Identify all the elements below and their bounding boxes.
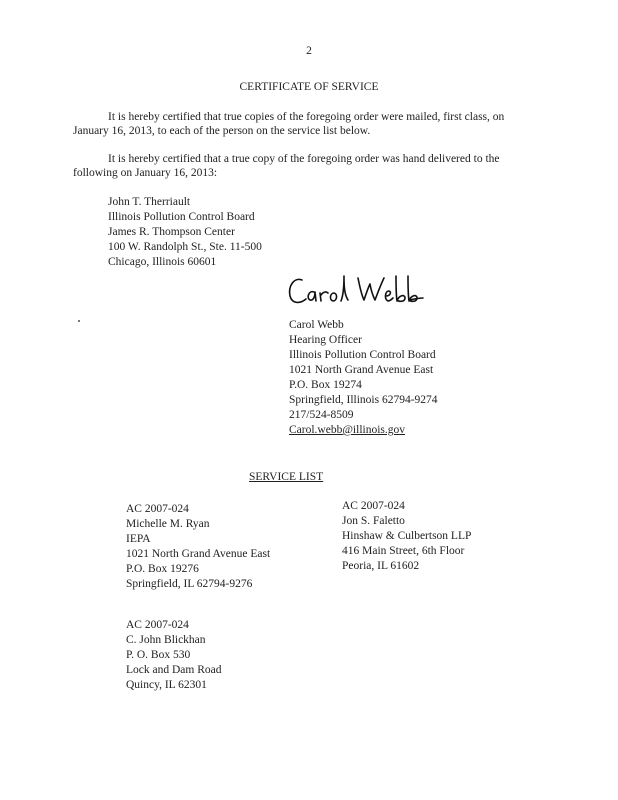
signature-line: 1021 North Grand Avenue East [289, 364, 434, 376]
recipient-line: John T. Therriault [108, 196, 191, 208]
service-entry-1 [126, 502, 270, 592]
entry-line: AC 2007-024 [126, 619, 189, 631]
entry-line: Hinshaw & Culbertson LLP [342, 530, 472, 542]
para1-line1: It is hereby certified that true copies of the foregoing order were mailed, first class, on [108, 111, 505, 123]
recipient-line: Chicago, Illinois 60601 [108, 256, 217, 268]
service-entry-3 [126, 618, 222, 693]
signature-block [289, 318, 438, 438]
signature-line: P.O. Box 19274 [289, 379, 362, 391]
handwritten-signature [286, 268, 426, 312]
entry-line: P.O. Box 19276 [126, 563, 199, 575]
page-number: 2 [306, 45, 312, 57]
entry-line: 416 Main Street, 6th Floor [342, 545, 465, 557]
email-link[interactable]: Carol.webb@illinois.gov [289, 424, 405, 436]
entry-line: 1021 North Grand Avenue East [126, 548, 271, 560]
entry-line: AC 2007-024 [342, 500, 405, 512]
entry-line: Springfield, IL 62794-9276 [126, 578, 253, 590]
signature-line: 217/524-8509 [289, 409, 354, 421]
entry-line: P. O. Box 530 [126, 649, 191, 661]
recipient-address [108, 195, 262, 270]
entry-line: IEPA [126, 533, 151, 545]
recipient-line: James R. Thompson Center [108, 226, 235, 238]
entry-line: C. John Blickhan [126, 634, 206, 646]
para2-line2: following on January 16, 2013: [73, 167, 218, 179]
para1-line2: January 16, 2013, to each of the person on the service list below. [73, 125, 371, 137]
entry-line: Peoria, IL 61602 [342, 560, 420, 572]
entry-line: Lock and Dam Road [126, 664, 222, 676]
recipient-line: Illinois Pollution Control Board [108, 211, 255, 223]
entry-line: AC 2007-024 [126, 503, 189, 515]
signature-line: Hearing Officer [289, 334, 362, 346]
stray-mark [78, 320, 80, 322]
certificate-title: CERTIFICATE OF SERVICE [239, 81, 379, 93]
entry-line: Jon S. Faletto [342, 515, 405, 527]
signature-line: Illinois Pollution Control Board [289, 349, 436, 361]
service-list-title: SERVICE LIST [249, 471, 324, 483]
para2-line1: It is hereby certified that a true copy of the foregoing order was hand delivered to the [108, 153, 500, 165]
service-entry-2 [342, 499, 471, 574]
recipient-line: 100 W. Randolph St., Ste. 11-500 [108, 241, 262, 253]
entry-line: Quincy, IL 62301 [126, 679, 207, 691]
signature-line: Carol Webb [289, 319, 344, 331]
entry-line: Michelle M. Ryan [126, 518, 210, 530]
signature-line: Springfield, Illinois 62794-9274 [289, 394, 438, 406]
